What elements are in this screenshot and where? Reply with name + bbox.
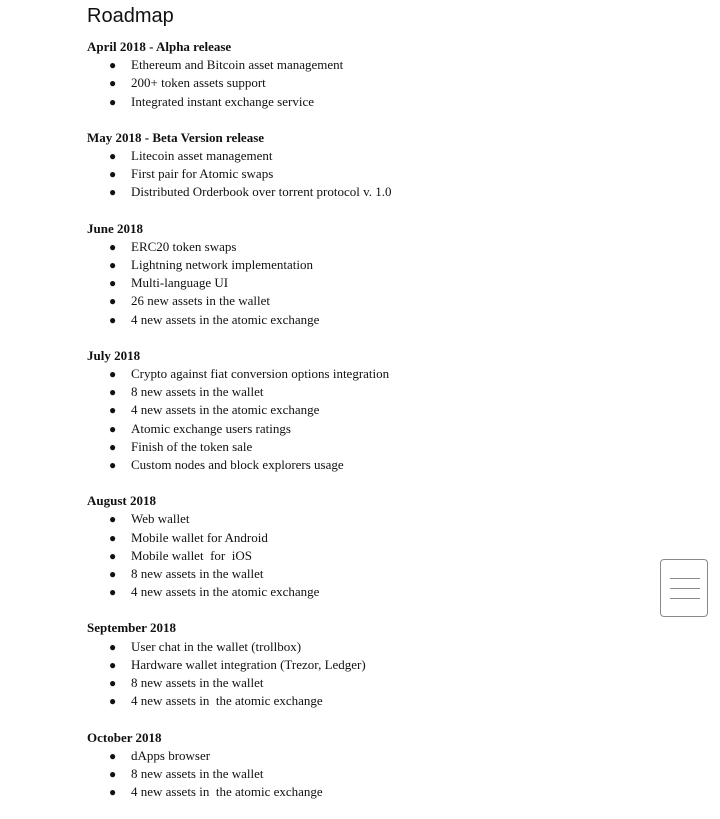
- list-item-text: 4 new assets in the atomic exchange: [131, 311, 320, 327]
- list-item: [87, 438, 647, 456]
- list-item: [87, 638, 647, 656]
- list-item-text: 4 new assets in the atomic exchange: [131, 584, 320, 600]
- bullet-icon: ●: [109, 421, 117, 436]
- list-item-text: Ethereum and Bitcoin asset management: [131, 57, 344, 73]
- bullet-icon: ●: [109, 367, 117, 382]
- section-heading: April 2018 - Alpha release: [87, 39, 232, 54]
- section-heading: August 2018: [87, 493, 156, 509]
- list-item: [87, 656, 647, 674]
- bullet-icon: ●: [109, 58, 117, 73]
- list-item-text: 4 new assets in the atomic exchange: [131, 693, 323, 709]
- list-item: [87, 747, 647, 765]
- list-item-text: dApps browser: [131, 747, 211, 763]
- list-item-text: User chat in the wallet (trollbox): [131, 638, 302, 654]
- list-item-text: Finish of the token sale: [131, 438, 253, 454]
- bullet-icon: ●: [109, 530, 117, 545]
- list-item: [87, 183, 647, 201]
- list-item: [87, 256, 647, 274]
- roadmap-section: [87, 38, 647, 111]
- bullet-icon: ●: [109, 167, 117, 182]
- list-item: [87, 510, 647, 528]
- bullet-list: [87, 56, 647, 111]
- list-item-text: Mobile wallet for Android: [131, 529, 268, 545]
- list-item-text: 200+ token assets support: [131, 75, 266, 91]
- bullet-icon: ●: [109, 403, 117, 418]
- bullet-icon: ●: [109, 312, 117, 327]
- list-item: [87, 565, 647, 583]
- bullet-list: [87, 510, 647, 601]
- bullet-icon: ●: [109, 657, 117, 672]
- list-item: [87, 292, 647, 310]
- list-item-text: Distributed Orderbook over torrent protocol v. 1.0: [131, 184, 392, 200]
- menu-widget-button[interactable]: [660, 559, 708, 617]
- list-item-text: 4 new assets in the atomic exchange: [131, 402, 320, 418]
- bullet-icon: ●: [109, 766, 117, 781]
- list-item-text: ERC20 token swaps: [131, 238, 237, 254]
- list-item-text: Atomic exchange users ratings: [131, 420, 291, 436]
- bullet-list: [87, 638, 647, 711]
- list-item: [87, 165, 647, 183]
- list-item: [87, 274, 647, 292]
- list-item: [87, 56, 647, 74]
- list-item: [87, 383, 647, 401]
- bullet-icon: ●: [109, 258, 117, 273]
- list-item-text: 8 new assets in the wallet: [131, 765, 264, 781]
- bullet-icon: ●: [109, 512, 117, 527]
- bullet-list: [87, 147, 647, 202]
- list-item: [87, 365, 647, 383]
- bullet-list: [87, 747, 647, 802]
- bullet-icon: ●: [109, 585, 117, 600]
- list-item-text: Multi-language UI: [131, 275, 229, 291]
- roadmap-section: [87, 492, 647, 601]
- bullet-icon: ●: [109, 785, 117, 800]
- bullet-icon: ●: [109, 694, 117, 709]
- roadmap-section: [87, 619, 647, 710]
- list-item-text: 26 new assets in the wallet: [131, 293, 270, 309]
- bullet-icon: ●: [109, 94, 117, 109]
- list-item: [87, 238, 647, 256]
- list-item-text: First pair for Atomic swaps: [131, 166, 274, 182]
- section-heading: September 2018: [87, 620, 176, 636]
- list-item: [87, 783, 647, 801]
- list-item-text: 8 new assets in the wallet: [131, 384, 264, 400]
- list-item: [87, 311, 647, 329]
- bullet-icon: ●: [109, 385, 117, 400]
- bullet-icon: ●: [109, 567, 117, 582]
- bullet-list: [87, 238, 647, 329]
- list-item: [87, 74, 647, 92]
- bullet-icon: ●: [109, 239, 117, 254]
- bullet-icon: ●: [109, 149, 117, 164]
- bullet-icon: ●: [109, 439, 117, 454]
- list-item-text: Litecoin asset management: [131, 148, 273, 164]
- list-item: [87, 692, 647, 710]
- bullet-icon: ●: [109, 676, 117, 691]
- section-heading: July 2018: [87, 347, 141, 363]
- section-heading: October 2018: [87, 729, 162, 745]
- list-item: [87, 529, 647, 547]
- bullet-icon: ●: [109, 639, 117, 654]
- list-item: [87, 674, 647, 692]
- bullet-icon: ●: [109, 276, 117, 291]
- list-item: [87, 147, 647, 165]
- list-item-text: Crypto against fiat conversion options integration: [131, 366, 390, 382]
- roadmap-section: [87, 220, 647, 329]
- list-item: [87, 401, 647, 419]
- bullet-icon: ●: [109, 185, 117, 200]
- page-title: Roadmap: [87, 5, 174, 27]
- bullet-icon: ●: [109, 76, 117, 91]
- bullet-icon: ●: [109, 294, 117, 309]
- section-heading: June 2018: [87, 220, 143, 236]
- list-item-text: 4 new assets in the atomic exchange: [131, 784, 323, 800]
- list-item-text: Integrated instant exchange service: [131, 93, 314, 109]
- list-item-text: 8 new assets in the wallet: [131, 566, 264, 582]
- list-item: [87, 547, 647, 565]
- list-item-text: Mobile wallet for iOS: [131, 547, 252, 563]
- roadmap-section: [87, 129, 647, 202]
- list-item-text: Lightning network implementation: [131, 257, 313, 273]
- list-item-text: Hardware wallet integration (Trezor, Ledger): [131, 656, 366, 672]
- list-item-text: Web wallet: [131, 511, 190, 527]
- bullet-icon: ●: [109, 458, 117, 473]
- section-heading: May 2018 - Beta Version release: [87, 129, 265, 145]
- list-item-text: 8 new assets in the wallet: [131, 675, 264, 691]
- list-item-text: Custom nodes and block explorers usage: [131, 457, 344, 473]
- list-item: [87, 420, 647, 438]
- roadmap-section: [87, 347, 647, 474]
- bullet-list: [87, 365, 647, 474]
- bullet-icon: ●: [109, 548, 117, 563]
- roadmap-document: [87, 0, 647, 819]
- list-item: [87, 456, 647, 474]
- roadmap-sections: [87, 38, 647, 801]
- list-item: [87, 765, 647, 783]
- bullet-icon: ●: [109, 748, 117, 763]
- list-item: [87, 93, 647, 111]
- roadmap-section: [87, 729, 647, 802]
- list-item: [87, 583, 647, 601]
